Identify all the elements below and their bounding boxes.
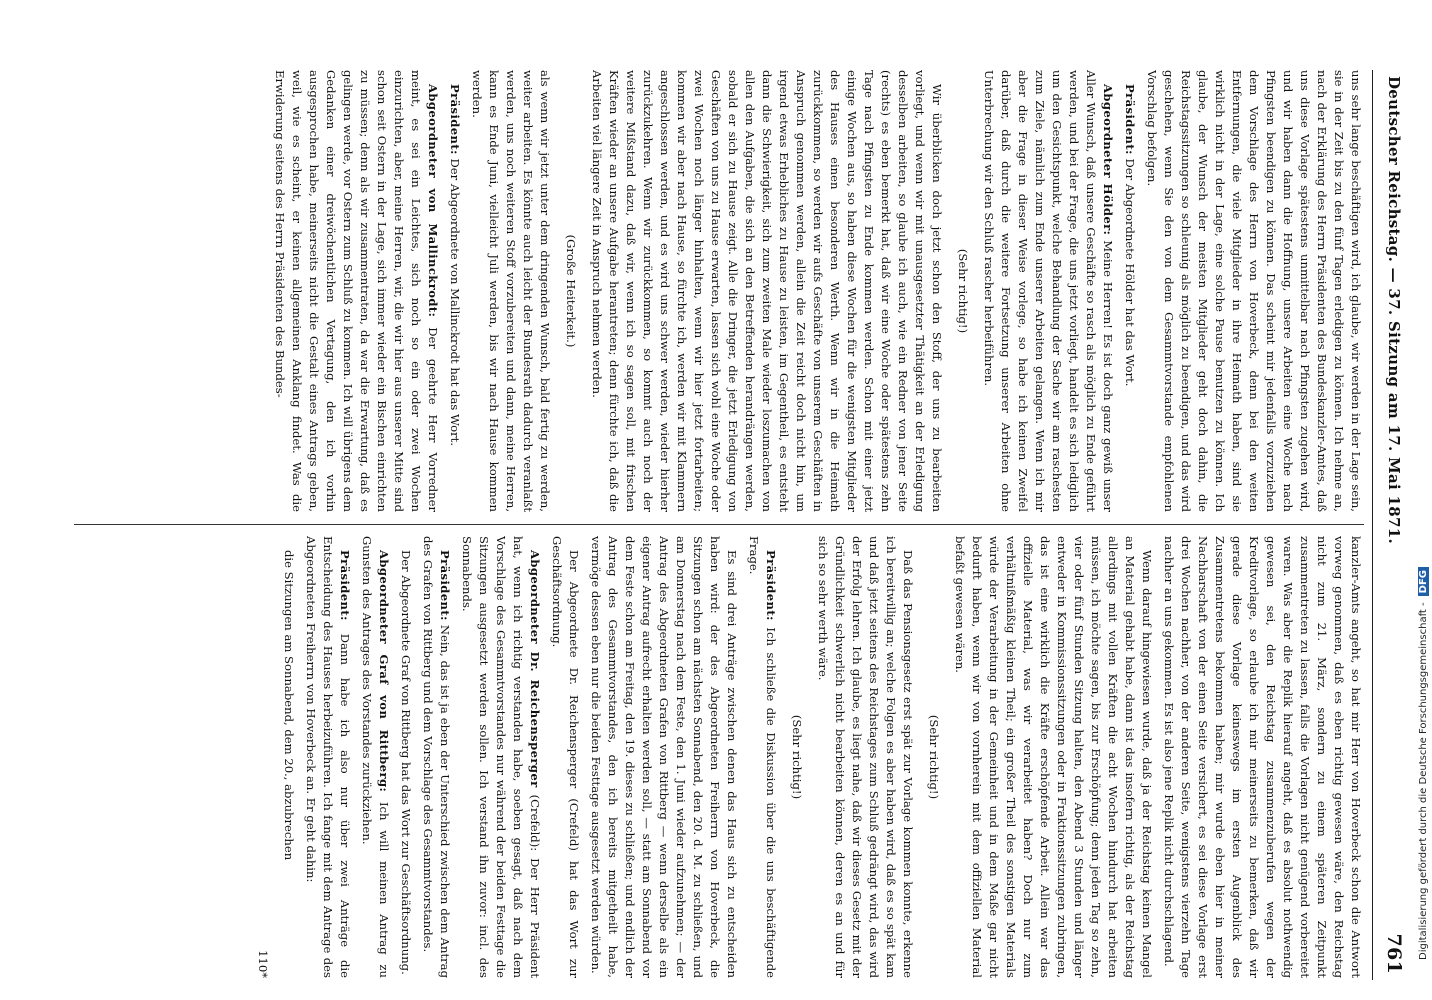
speaker-name: Abgeordneter Dr. Reichensperger xyxy=(528,550,542,788)
speech-paragraph xyxy=(980,70,1116,512)
paragraph: Wenn darauf hingewiesen wurde, daß ja der Reichstag keinen Mangel an Material gehabt habe, dann ist das insofern richtig, als der Reichstag allerdings mit vollen Kräften die acht Wochen hindurch hat arbeiten müssen, ich möchte sagen, bis zur Erschöpfung; denn jeden Tag so zehn, vier oder fünf Stunden Sitzung halten, den Abend 3 Stunden und länger entweder in Kommissionssitzungen oder in Fraktionssitzungen zubringen, das ist eine wirklich die Kräfte erschöpfende Arbeit. Allein war das offizielle Material, was wir verarbeitet haben? Doch nur zum verhältnißmäßig kleinen Theil; ein großer Theil des sonstigen Materials würde der Verarbeitung in der Gemeinheit und in dem Maße gar nicht bedurft haben, wenn wir von vornherein mit dem offiziellen Material befaßt gewesen wären. xyxy=(953,536,1154,978)
signature-mark: 110* xyxy=(256,950,270,978)
speaker-name: Präsident: xyxy=(448,84,462,155)
speech-text: Der geehrte Herr Vorredner meint, es sei ein Leichtes, sich noch so ein oder zwei Wochen einzurichten, aber, meine Herren, wir, die wir hier aus unserer Mitte sind schon seit Ostern in der Lage, sich immer wieder ein Bischen einrichten zu müssen; denn als wir zusammentraten, da war die Erwartung, daß es gelingen werde, vor Ostern zum Schluß zu kommen. Ich will übrigens dem Gedanken einer dreiwöchentlichen Vertagung, den ich vorhin ausgesprochen habe, meinerseits nicht die Gestalt eines Antrags geben, weil, wie es scheint, er keinen allgemeinen Anklang findet. Was die Erwiderung seitens des Herrn Präsidenten des Bundes- xyxy=(273,70,440,512)
speech-paragraph xyxy=(419,536,453,978)
interjection: (Sehr richtig!) xyxy=(927,714,941,800)
speaker-name: Abgeordneter Hölder: xyxy=(1101,84,1115,236)
speech-paragraph xyxy=(1121,70,1138,512)
paragraph: Der Abgeordnete Graf von Rittberg hat das Wort zur Geschäftsordnung. xyxy=(399,550,413,975)
running-title: Deutscher Reichstag. — 37. Sitzung am 17. Mai 1871. xyxy=(1385,76,1404,544)
speaker-name: Präsident: xyxy=(764,550,778,621)
speaker-name: Präsident: xyxy=(1123,84,1137,155)
left-column xyxy=(74,70,1364,512)
paragraph: die Sitzungen am Sonnabend, dem 20., abzubrechen xyxy=(282,550,296,861)
speech-paragraph xyxy=(271,70,441,512)
rotated-document-page xyxy=(56,70,1416,980)
paragraph: Es sind drei Anträge zwischen denen das Haus sich zu entscheiden haben wird: der des Abgeordneten Freiherrn von Hoverbeck, die Sitzungen schon am nächsten Sonnabend, den 20. d. M. zu schließen, und am Donnerstag nach dem Feste, den 1. Juni wieder aufzunehmen; — der Antrag des Abgeordneten Grafen von Rittberg — wenn derselbe als ein eigener Antrag aufrecht erhalten werden soll, — statt am Sonnabend vor dem Feste schon am Freitag, den 19. dieses zu schließen; und endlich der Antrag des Gesammtvorstandes, den ich bereits mitgetheilt habe, vermöge dessen eben nur die beiden Festtage ausgesetzt werden würden. xyxy=(589,536,739,978)
speaker-name: Abgeordneter Graf von Rittberg: xyxy=(377,550,391,793)
paragraph: uns sehr lange beschäftigen wird, ich glaube, wir werden in der Lage sein, sie in der Zeit bis zu den fünf Tagen erledigen zu können. Ich nehme an, nach der Erklärung des Herrn Präsidenten des Bundeskanzler-Amtes, daß uns diese Vorlage spätestens unmittelbar nach Pfingsten zugehen wird, und wir haben dann die Hoffnung, unsere Arbeiten eine Woche nach Pfingsten beendigen zu können. Das scheint mir jedenfalls vorzuziehen dem Vorschlage des Herrn von Hoverbeck, denn bei den weiten Entfernungen, die viele Mitglieder in ihre Heimath haben, sind sie wirklich nicht in der Lage, eine solche Pause benutzen zu können. Ich glaube, der Wunsch der meisten Mitglieder geht doch dahin, die Reichstagssitzungen so schleunig als möglich zu beendigen, und das wird geschehen, wenn Sie den von dem Gesammtvorstande empfohlenen Vorschlag befolgen. xyxy=(1145,70,1363,512)
speech-text: Der Abgeordnete Hölder hat das Wort. xyxy=(1123,158,1137,387)
speech-text: Ich will meinen Antrag zu Gunsten des Antrages des Vorstandes zurückziehen. xyxy=(360,536,391,978)
right-column xyxy=(74,536,1364,978)
speech-text: (Crefeld): Der Herr Präsident hat, wenn ich richtig verstanden habe, soeben gesagt, daß nach dem Vorschlage des Gesammtvorstandes nur während der beiden Festtage die Sitzungen ausgesetzt werden sollen. Ich verstand ihn zuvor: incl. des Sonnabends. xyxy=(460,536,542,978)
speaker-name: Abgeordneter von Mallinckrodt: xyxy=(426,84,440,318)
interjection: (Große Heiterkeit.) xyxy=(564,234,578,348)
speech-text: Dann habe ich also nur über zwei Anträge die Entscheidung des Hauses herbeizuführen. Ich fange mit dem Antrage des Abgeordneten Freiherrn von Hoverbeck an. Er geht dahin: xyxy=(304,536,352,978)
credit-text: Digitalisierung gefördert durch die Deutsche Forschungsgemeinschaft - xyxy=(1418,602,1429,960)
speech-text: Der Abgeordnete von Mallinckrodt hat das Wort. xyxy=(448,158,462,447)
dfg-logo: DFG xyxy=(1418,567,1429,596)
paragraph: Daß das Pensionsgesetz erst spät zur Vorlage kommen konnte, erkenne ich bereitwillig an; welche Folgen es aber haben wird, daß es so spät kam und daß jetzt seitens des Reichstages zum Schluß gedrängt wird, das wird der Erfolg lehren. Ich glaube, es liegt nahe, daß wir dieses Gesetz mit der Gründlichkeit schwerlich nicht bearbeiten können, deren es an und für sich so sehr werth wäre. xyxy=(816,536,915,978)
paragraph: Der Abgeordnete Dr. Reichensperger (Crefeld) hat das Wort zur Geschäftsordnung. xyxy=(550,536,581,978)
paragraph: Wir überblicken doch jetzt schon den Stoff, der uns zu bearbeiten vorliegt, und wenn wir mit unausgesetzter Thätigkeit an der Erledigung desselben arbeiten, so glaube ich auch, wie ein Redner von jener Seite (rechts) es eben bemerkt hat, daß wir eine Woche oder spätestens zehn Tage nach Pfingsten zu Ende kommen werden. Schon mit einer jetzt einige Wochen aus, so haben diese Wochen für die wenigsten Mitglieder des Hauses einen besonderen Werth. Wenn wir in die Heimath zurückkommen, so werden wir aufs Geschäfte von unserem Geschäften in Anspruch genommen werden, allein die Zeit reicht doch nicht hin, um irgend etwas Erhebliches zu Hause zu leisten, im Gegentheil, es entsteht dann die Schwierigkeit, sich zum zweiten Male wieder loszumachen von allen den Aufgaben, die sich an den Betreffenden herandrängen werden, sobald er sich zu Hause zeigt. Alle die Dringer, die jetzt Erledigung von Geschäften von uns zu Hause erwarten, lassen sich wohl eine Woche oder zwei Wochen noch länger hinhalten, wenn wir hier jetzt fortarbeiten; kommen wir aber nach Hause, so fürchte ich, werden wir mit Klammern angeschlossen werden, und es wird uns schwer werden, wieder hierher zurückzukehren. Wenn wir zurückkommen, so kommt auch noch der weitere Mißstand dazu, daß wir, wenn ich so sagen soll, mit frischen Kräften wieder an unsere Aufgabe herantreten; denn fürchte ich, daß die Arbeiten viel längere Zeit in Anspruch nehmen werden. xyxy=(590,70,944,512)
paragraph: kanzler-Amts angeht, so hat mir Herr von Hoverbeck schon die Antwort vorweg genommen, daß es eben richtig gewesen wäre, den Reichstag nicht zum 21. März, sondern zu einem späteren Zeitpunkt zusammentreten zu lassen, falls die Vorlagen nicht genügend vorbereitet waren. Was aber die Replik hierauf angeht, daß es absolut nothwendig gewesen sei, den Reichstag zusammenzuberufen wegen der Kreditvorlage, so erlaube ich mir meinerseits zu bemerken, daß wir gerade diese Vorlage keineswegs im ersten Augenblick des Zusammentretens bekommen haben; mir wurde eben hier in meiner Nachbarschaft von der einen Seite versichert, es sei diese Vorlage erst drei Wochen nachher, von der anderen Seite, wenigstens vierzehn Tage nachher an uns gekommen. Es ist also jene Replik nicht durchschlagend. xyxy=(1162,536,1363,978)
speech-text: Ich schließe die Diskussion über die uns beschäftigende Frage. xyxy=(747,536,778,978)
speech-paragraph xyxy=(446,70,463,512)
interjection: (Sehr richtig!) xyxy=(790,714,804,800)
interjection: (Sehr richtig!) xyxy=(956,248,970,334)
speech-text: Meine Herren! Es ist doch ganz gewiß unser Aller Wunsch, daß unsere Geschäfte so rasch als möglich zu Ende geführt werden, und bei der Frage, die uns jetzt vorliegt, handelt es sich lediglich um den Gesichtspunkt, welche Behandlung der Sache wir am raschesten zum Ziele, nämlich zum Ende unserer Arbeiten gelangen. Wenn ich mir aber die Frage in dieser Weise vorlege, so habe ich keinen Zweifel darüber, daß durch die weitere Fortsetzung unserer Arbeiten ohne Unterbrechung wir den Schluß rascher herbeiführen. xyxy=(982,70,1115,512)
speaker-name: Präsident: xyxy=(338,550,352,621)
paragraph: als wenn wir jetzt unter dem dringenden Wunsch, bald fertig zu werden, weiter arbeiten. Es könnte auch leicht der Bundesrath dadurch veranlaßt werden, uns noch weiteren Stoff vorzubereiten und dann, meine Herren, kann es Ende Juni, vielleicht Juli werden, bis wir nach Hause kommen werden. xyxy=(470,70,552,512)
page-header xyxy=(1372,70,1416,980)
speech-paragraph xyxy=(458,536,543,978)
speech-paragraph xyxy=(302,536,353,978)
column-divider xyxy=(74,524,1364,525)
digitization-credit xyxy=(1418,567,1429,960)
page-number: 761 xyxy=(1383,933,1406,974)
speech-paragraph xyxy=(358,536,392,978)
speaker-name: Präsident: xyxy=(438,550,452,621)
speech-text: Nein, das ist ja eben der Unterschied zwischen dem Antrag des Grafen von Rittberg und dem Vorschlage des Gesammtvorstandes. xyxy=(421,536,452,978)
speech-paragraph xyxy=(745,536,779,978)
